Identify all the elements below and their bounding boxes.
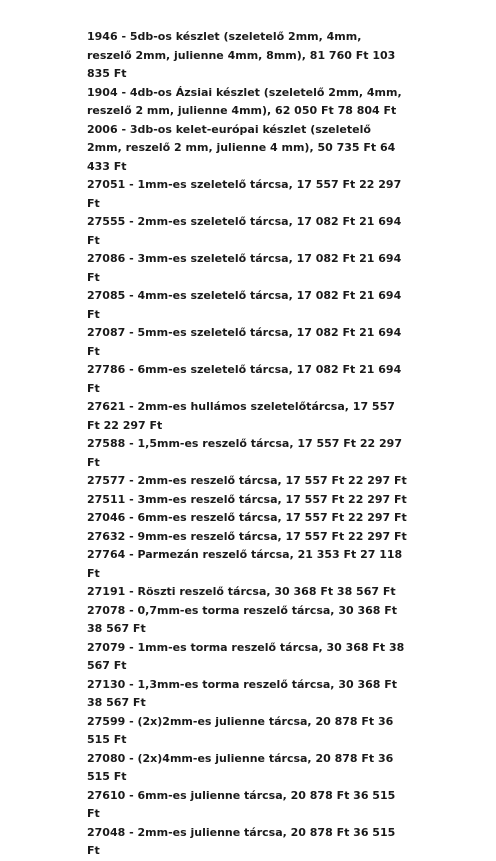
price-list-entry: 27511 - 3mm-es reszelő tárcsa, 17 557 Ft 22 297 Ft	[87, 492, 407, 506]
price-list-entry: 27632 - 9mm-es reszelő tárcsa, 17 557 Ft 22 297 Ft	[87, 529, 407, 543]
price-list-entry: 27610 - 6mm-es julienne tárcsa, 20 878 Ft 36 515 Ft	[87, 788, 396, 820]
price-list-entry: 27046 - 6mm-es reszelő tárcsa, 17 557 Ft 22 297 Ft	[87, 511, 407, 524]
price-list-entry: 1904 - 4db-os Ázsiai készlet (szeletelő 2mm, 4mm, reszelő 2 mm, julienne 4mm), 62 050 Ft 78 804 Ft	[87, 85, 402, 117]
price-list-entry: 27085 - 4mm-es szeletelő tárcsa, 17 082 Ft 21 694 Ft	[87, 289, 402, 321]
price-list-entry: 27080 - (2x)4mm-es julienne tárcsa, 20 878 Ft 36 515 Ft	[87, 751, 394, 783]
price-list-entry: 27078 - 0,7mm-es torma reszelő tárcsa, 30 368 Ft 38 567 Ft	[87, 603, 398, 635]
price-list-entry: 27086 - 3mm-es szeletelő tárcsa, 17 082 Ft 21 694 Ft	[87, 252, 402, 284]
price-list-entry: 27786 - 6mm-es szeletelő tárcsa, 17 082 Ft 21 694 Ft	[87, 363, 402, 395]
price-list-entry: 27764 - Parmezán reszelő tárcsa, 21 353 Ft 27 118 Ft	[87, 548, 403, 580]
price-list	[87, 28, 407, 861]
price-list-entry: 27087 - 5mm-es szeletelő tárcsa, 17 082 Ft 21 694 Ft	[87, 326, 402, 358]
price-list-entry: 2006 - 3db-os kelet-európai készlet (szeletelő 2mm, reszelő 2 mm, julienne 4 mm), 50 735 Ft 64 433 Ft	[87, 122, 396, 173]
price-list-entry: 27051 - 1mm-es szeletelő tárcsa, 17 557 Ft 22 297 Ft	[87, 178, 402, 210]
price-list-entry: 27577 - 2mm-es reszelő tárcsa, 17 557 Ft 22 297 Ft	[87, 474, 407, 487]
price-list-entry: 27621 - 2mm-es hullámos szeletelőtárcsa, 17 557 Ft 22 297 Ft	[87, 400, 395, 432]
price-list-entry: 27191 - Röszti reszelő tárcsa, 30 368 Ft 38 567 Ft	[87, 585, 396, 598]
price-list-entry: 27555 - 2mm-es szeletelő tárcsa, 17 082 Ft 21 694 Ft	[87, 215, 402, 247]
price-list-entry: 27588 - 1,5mm-es reszelő tárcsa, 17 557 Ft 22 297 Ft	[87, 437, 402, 469]
price-list-entry: 1946 - 5db-os készlet (szeletelő 2mm, 4mm, reszelő 2mm, julienne 4mm, 8mm), 81 760 Ft 103 835 Ft	[87, 30, 396, 80]
price-list-entry: 27599 - (2x)2mm-es julienne tárcsa, 20 878 Ft 36 515 Ft	[87, 714, 394, 746]
price-list-entry: 27130 - 1,3mm-es torma reszelő tárcsa, 30 368 Ft 38 567 Ft	[87, 677, 398, 709]
price-list-entry: 27079 - 1mm-es torma reszelő tárcsa, 30 368 Ft 38 567 Ft	[87, 640, 405, 672]
price-list-entry: 27048 - 2mm-es julienne tárcsa, 20 878 Ft 36 515 Ft	[87, 825, 396, 857]
